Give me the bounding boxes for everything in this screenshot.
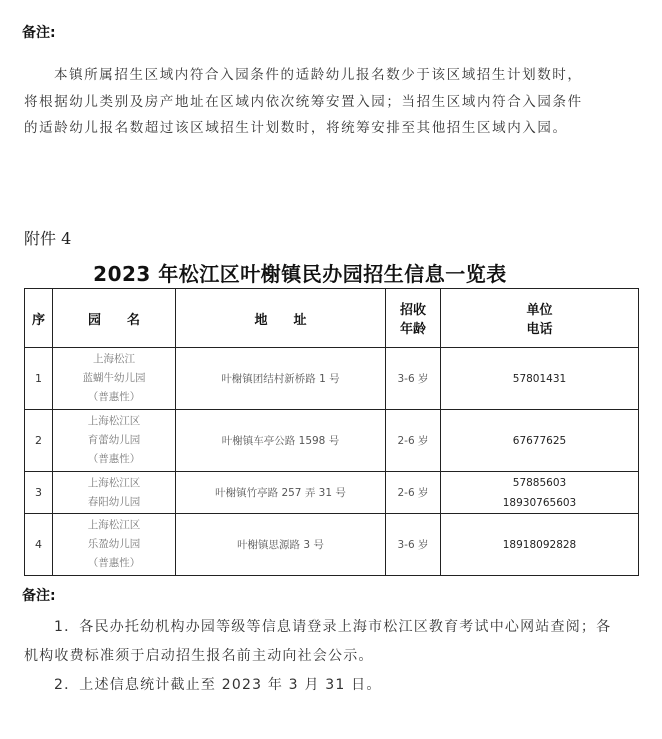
table-row [25, 410, 639, 472]
row-age: 2-6 岁 [386, 410, 441, 472]
school-type-line: （普惠性） [87, 453, 141, 465]
row-school-name [53, 410, 176, 472]
phone-number: 57801431 [512, 372, 567, 385]
row-age: 3-6 岁 [386, 348, 441, 410]
bottom-note-item-2: 2．上述信息统计截止至 2023 年 3 月 31 日。 [54, 677, 382, 693]
row-phone [441, 348, 639, 410]
header-phone [441, 289, 639, 348]
enrollment-table [24, 288, 639, 576]
bottom-note-item-1: 1．各民办托幼机构办园等级等信息请登录上海市松江区教育考试中心网站查阅；各机构收费标准须于启动招生报名前主动向社会公示。 [24, 619, 612, 664]
row-index: 3 [25, 472, 53, 514]
header-address: 地 址 [176, 289, 386, 348]
school-name-line: 乐盈幼儿园 [87, 538, 141, 550]
row-age: 2-6 岁 [386, 472, 441, 514]
phone-number: 18930765603 [502, 496, 577, 509]
header-age-line2: 年龄 [399, 322, 426, 337]
phone-number: 57885603 [512, 476, 567, 489]
header-phone-line1: 单位 [526, 303, 553, 318]
table-row [25, 514, 639, 576]
school-name-line: 上海松江 [93, 353, 135, 365]
row-phone [441, 472, 639, 514]
header-age-line1: 招收 [399, 303, 426, 318]
phone-number: 67677625 [512, 434, 567, 447]
school-name-line: 上海松江区 [87, 415, 141, 427]
row-index: 4 [25, 514, 53, 576]
table-row [25, 348, 639, 410]
bottom-note-label: 备注: [22, 588, 56, 604]
header-phone-line2: 电话 [526, 322, 553, 337]
page-title: 2023 年松江区叶榭镇民办园招生信息一览表 [93, 262, 507, 286]
school-type-line: （普惠性） [87, 557, 141, 569]
row-address: 叶榭镇思源路 3 号 [176, 514, 386, 576]
school-name-line: 育蕾幼儿园 [87, 434, 141, 446]
school-name-line: 蓝蝴牛幼儿园 [82, 372, 146, 384]
top-note-label: 备注: [22, 25, 56, 41]
top-note-text: 本镇所属招生区域内符合入园条件的适龄幼儿报名数少于该区域招生计划数时，将根据幼儿类别及房产地址在区域内依次统筹安置入园；当招生区域内符合入园条件的适龄幼儿报名数超过该区域招生计划数时，将统筹安排至其他招生区域内入园。 [24, 67, 583, 136]
row-school-name [53, 472, 176, 514]
header-age [386, 289, 441, 348]
row-phone [441, 514, 639, 576]
phone-number: 18918092828 [502, 538, 577, 551]
appendix-label: 附件 4 [24, 229, 72, 248]
row-address: 叶榭镇车亭公路 1598 号 [176, 410, 386, 472]
row-index: 1 [25, 348, 53, 410]
header-index: 序 [25, 289, 53, 348]
row-address: 叶榭镇竹亭路 257 弄 31 号 [176, 472, 386, 514]
table-header-row [25, 289, 639, 348]
row-school-name [53, 514, 176, 576]
school-name-line: 春阳幼儿园 [87, 495, 141, 508]
school-name-line: 上海松江区 [87, 476, 141, 489]
row-phone [441, 410, 639, 472]
row-school-name [53, 348, 176, 410]
row-index: 2 [25, 410, 53, 472]
row-age: 3-6 岁 [386, 514, 441, 576]
school-type-line: （普惠性） [87, 391, 141, 403]
row-address: 叶榭镇团结村新桥路 1 号 [176, 348, 386, 410]
school-name-line: 上海松江区 [87, 519, 141, 531]
header-name: 园 名 [53, 289, 176, 348]
table-row [25, 472, 639, 514]
